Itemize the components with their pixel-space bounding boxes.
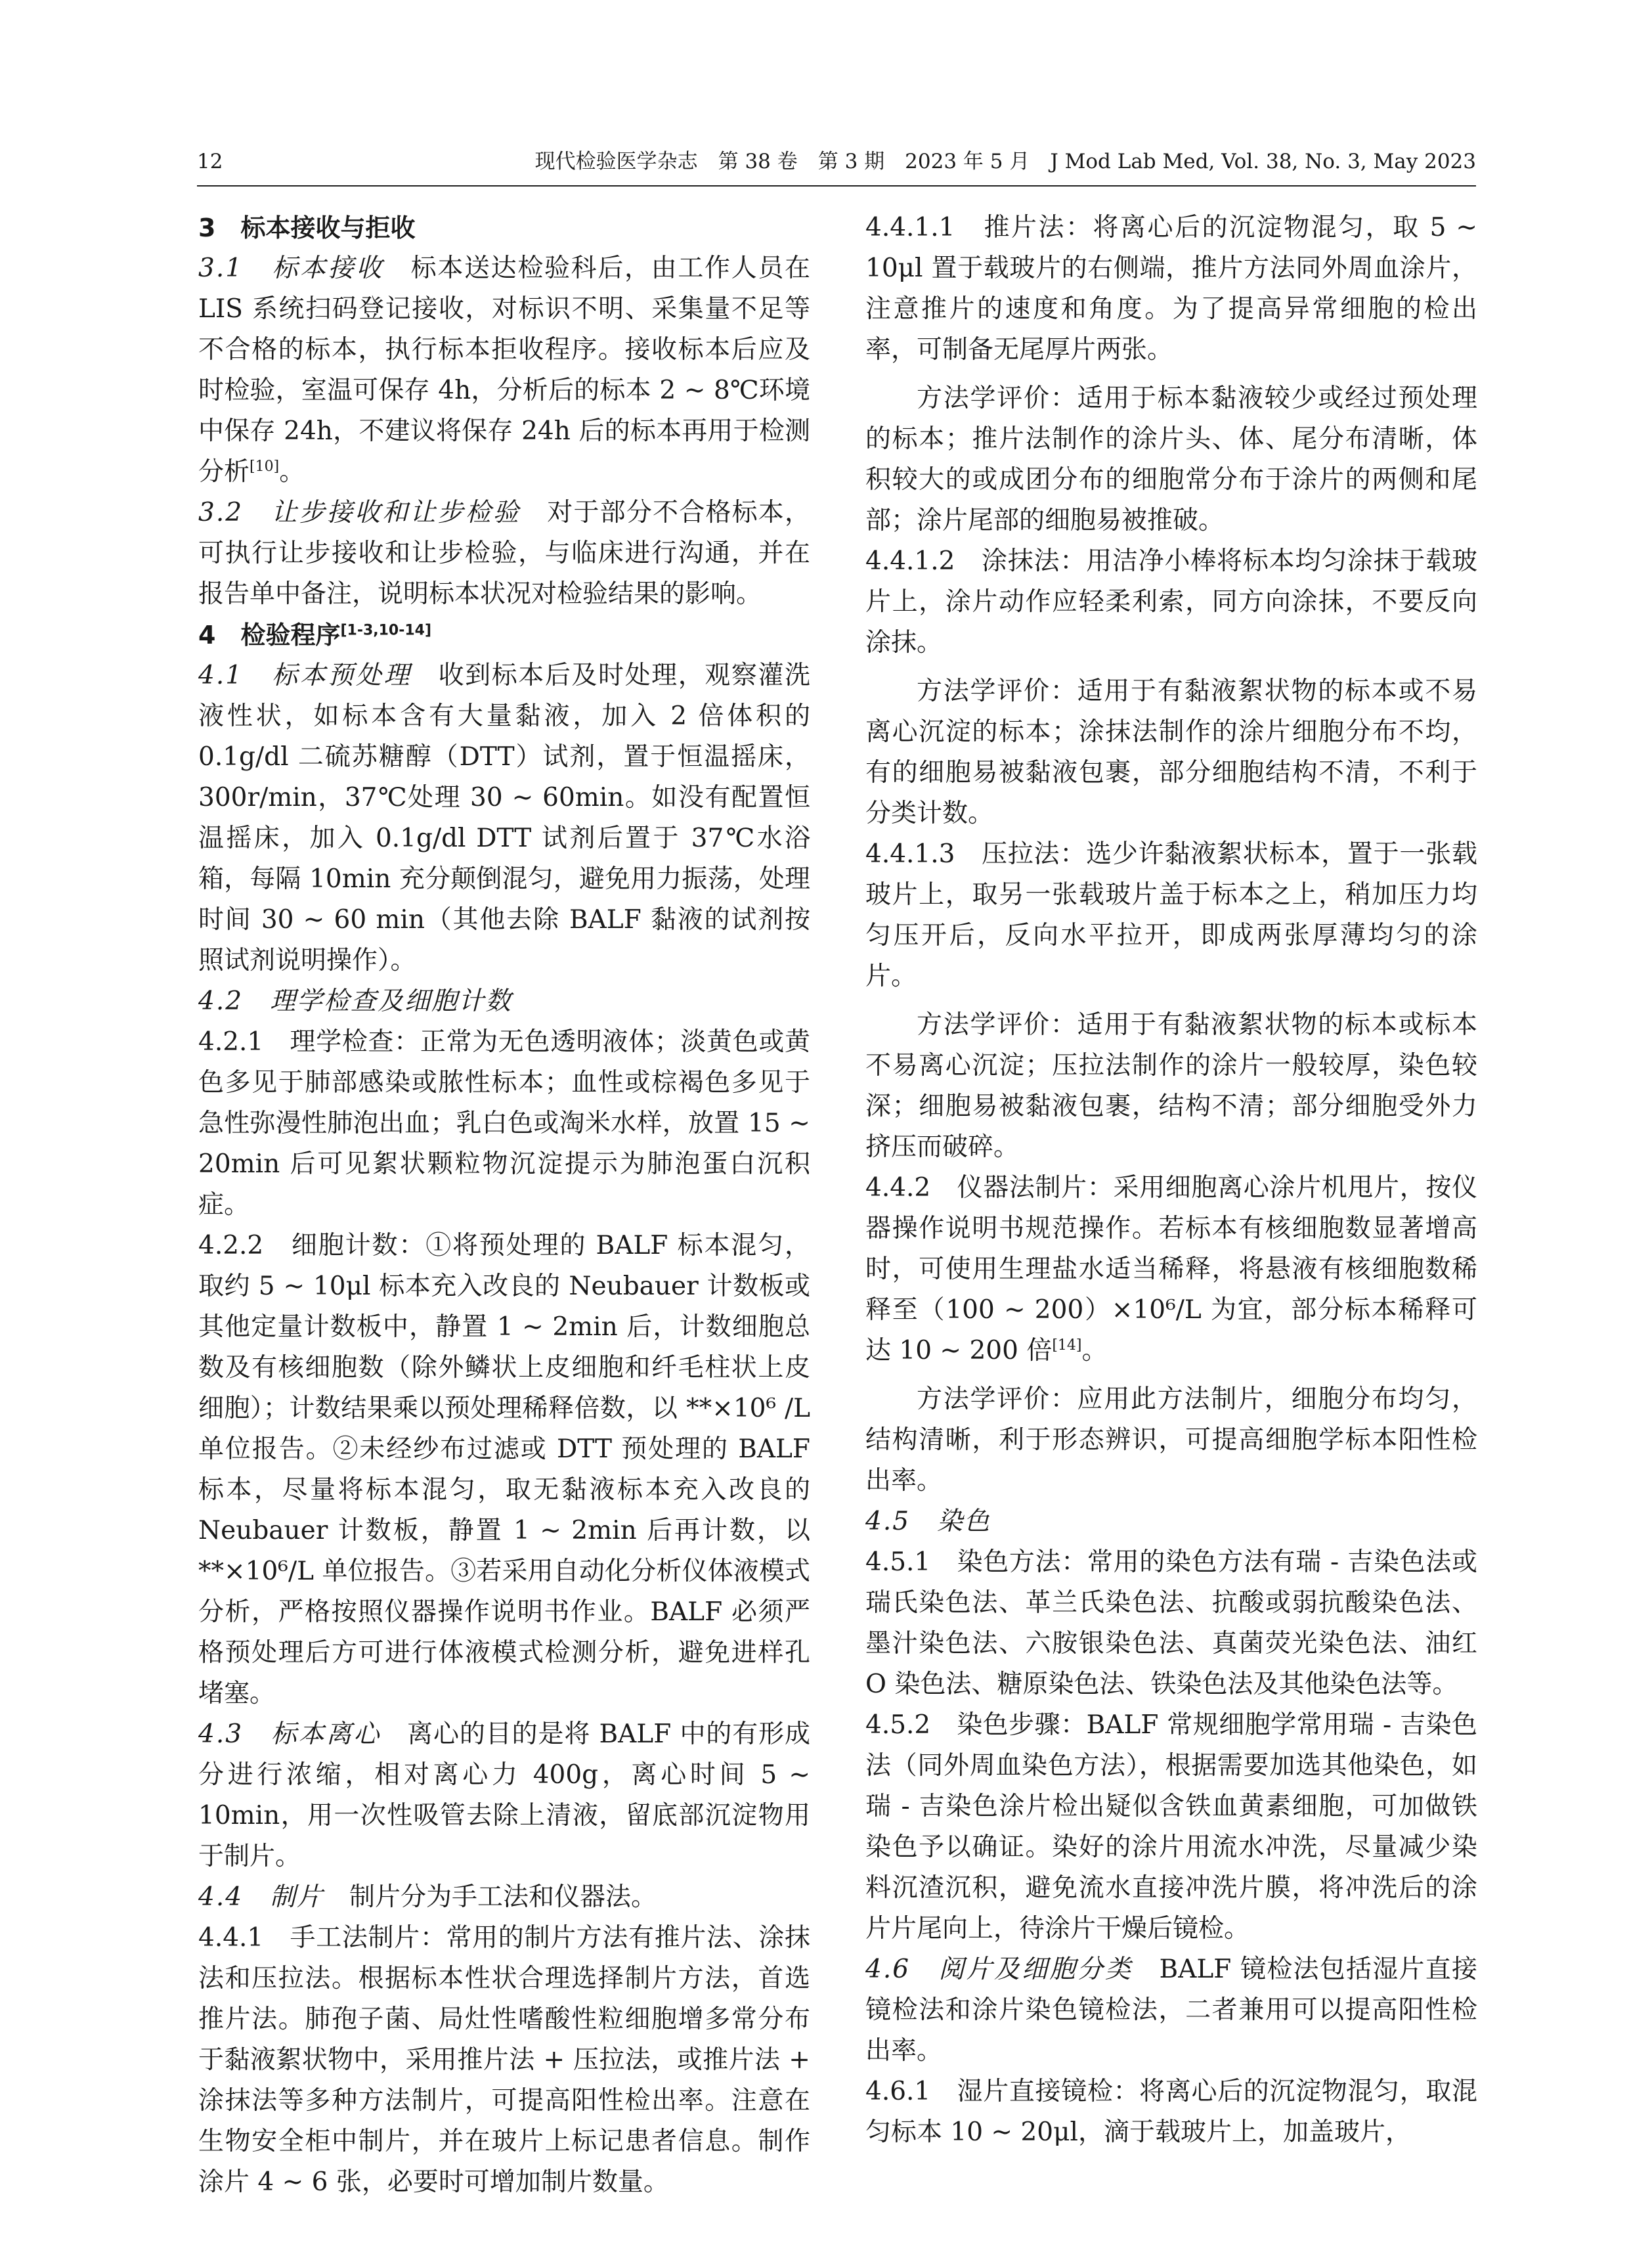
paragraph-text: 收到标本后及时处理，观察灌洗液性状，如标本含有大量黏液，加入 2 倍体积的 0.1g/dl 二硫苏糖醇（DTT）试剂，置于恒温摇床，300r/min，37℃处理 30 ~ 60min。如没有配置恒温摇床，加入 0.1g/dl DTT 试剂后置于 37℃水浴箱，每隔 10min 充分颠倒混匀，避免用力振荡，处理时间 30 ~ 60 min（其他去除 BALF 黏液的试剂按照试剂说明操作）。 bbox=[198, 661, 810, 975]
header-rule bbox=[197, 185, 1476, 187]
paragraph-text: 4.4.2 仪器法制片：采用细胞离心涂片机甩片，按仪器操作说明书规范操作。若标本有核细胞数显著增高时，可使用生理盐水适当稀释，将悬液有核细胞数稀释至（100 ~ 200）×10⁶/L 为宜，部分标本稀释可达 10 ~ 200 倍 bbox=[865, 1173, 1477, 1365]
section-heading bbox=[198, 615, 810, 655]
paragraph bbox=[198, 655, 810, 981]
citation: [14] bbox=[1052, 1337, 1082, 1354]
section-heading-text: 4 检验程序 bbox=[198, 621, 341, 650]
paragraph: 4.5.2 染色步骤：BALF 常规细胞学常用瑞 - 吉染色法（同外周血染色方法），根据需要加选其他染色，如瑞 - 吉染色涂片检出疑似含铁血黄素细胞，可加做铁染色予以确证。染好的涂片用流水冲洗，尽量减少染料沉渣沉积，避免流水直接冲洗片膜，将冲洗后的涂片片尾向上，待涂片干燥后镜检。 bbox=[865, 1710, 1477, 1943]
subsection-title: 4.5 染色 bbox=[865, 1507, 991, 1536]
subsection-title: 4.2 理学检查及细胞计数 bbox=[198, 986, 513, 1016]
method-evaluation: 方法学评价：适用于有黏液絮状物的标本或不易离心沉淀的标本；涂抹法制作的涂片细胞分布不均，有的细胞易被黏液包裹，部分细胞结构不清，不利于分类计数。 bbox=[865, 676, 1477, 828]
citation: [10] bbox=[250, 458, 280, 475]
subsection-title: 4.6 阅片及细胞分类 bbox=[865, 1955, 1133, 1984]
method-evaluation: 方法学评价：应用此方法制片，细胞分布均匀，结构清晰，利于形态辨识，可提高细胞学标本阳性检出率。 bbox=[865, 1384, 1477, 1495]
subsection-title: 4.3 标本离心 bbox=[198, 1719, 381, 1749]
section-heading: 3 标本接收与拒收 bbox=[198, 213, 416, 242]
paragraph bbox=[198, 493, 810, 615]
paragraph: 4.4.1.1 推片法：将离心后的沉淀物混匀，取 5 ~ 10μl 置于载玻片的右侧端，推片方法同外周血涂片，注意推片的速度和角度。为了提高异常细胞的检出率，可制备无尾厚片两张。 bbox=[865, 213, 1477, 365]
right-column bbox=[865, 208, 1477, 2153]
paragraph-text: 制片分为手工法和仪器法。 bbox=[324, 1882, 657, 1912]
method-evaluation: 方法学评价：适用于标本黏液较少或经过预处理的标本；推片法制作的涂片头、体、尾分布清晰，体积较大的或成团分布的细胞常分布于涂片的两侧和尾部；涂片尾部的细胞易被推破。 bbox=[865, 384, 1477, 535]
paragraph: 4.6.1 湿片直接镜检：将离心后的沉淀物混匀，取混匀标本 10 ~ 20μl，滴于载玻片上，加盖玻片， bbox=[865, 2077, 1477, 2147]
paragraph bbox=[198, 248, 810, 493]
paragraph: 4.2.2 细胞计数：①将预处理的 BALF 标本混匀，取约 5 ~ 10μl 标本充入改良的 Neubauer 计数板或其他定量计数板中，静置 1 ~ 2min 后，计数细胞总数及有核细胞数（除外鳞状上皮细胞和纤毛柱状上皮细胞）；计数结果乘以预处理稀释倍数，以 **×10⁶ /L 单位报告。②未经纱布过滤或 DTT 预处理的 BALF 标本，尽量将标本混匀，取无黏液标本充入改良的 Neubauer 计数板，静置 1 ~ 2min 后再计数，以 **×10⁶/L 单位报告。③若采用自动化分析仪体液模式分析，严格按照仪器操作说明书作业。BALF 必须严格预处理后方可进行体液模式检测分析，避免进样孔堵塞。 bbox=[198, 1231, 810, 1708]
paragraph: 4.4.1 手工法制片：常用的制片方法有推片法、涂抹法和压拉法。根据标本性状合理选择制片方法，首选推片法。肺孢子菌、局灶性嗜酸性粒细胞增多常分布于黏液絮状物中，采用推片法 + 压拉法，或推片法 + 涂抹法等多种方法制片，可提高阳性检出率。注意在生物安全柜中制片，并在玻片上标记患者信息。制作涂片 4 ~ 6 张，必要时可增加制片数量。 bbox=[198, 1923, 810, 2197]
running-header bbox=[197, 143, 1476, 180]
paragraph-text: 离心的目的是将 BALF 中的有形成分进行浓缩，相对离心力 400g，离心时间 5 ~ 10min，用一次性吸管去除上清液，留底部沉淀物用于制片。 bbox=[198, 1719, 811, 1871]
paragraph-text: BALF 镜检法包括湿片直接镜检法和涂片染色镜检法，二者兼用可以提高阳性检出率。 bbox=[865, 1955, 1477, 2066]
page-number: 12 bbox=[197, 150, 223, 173]
subsection-title: 3.2 让步接收和让步检验 bbox=[198, 498, 521, 527]
paragraph bbox=[198, 1877, 810, 1918]
journal-info: 现代检验医学杂志 第 38 卷 第 3 期 2023 年 5 月 J Mod Lab Med, Vol. 38, No. 3, May 2023 bbox=[534, 150, 1476, 173]
paragraph-text: 对于部分不合格标本，可执行让步接收和让步检验，与临床进行沟通，并在报告单中备注，说明标本状况对检验结果的影响。 bbox=[198, 498, 810, 609]
left-column bbox=[198, 208, 810, 2203]
paragraph bbox=[865, 1949, 1477, 2071]
paragraph: 4.4.1.2 涂抹法：用洁净小棒将标本均匀涂抹于载玻片上，涂片动作应轻柔利索，同方向涂抹，不要反向涂抹。 bbox=[865, 546, 1477, 657]
paragraph-text: 。 bbox=[279, 457, 305, 487]
paragraph: 4.4.1.3 压拉法：选少许黏液絮状标本，置于一张载玻片上，取另一张载玻片盖于标本之上，稍加压力均匀压开后，反向水平拉开，即成两张厚薄均匀的涂片。 bbox=[865, 839, 1477, 991]
subsection-title: 4.4 制片 bbox=[198, 1882, 324, 1912]
citation: [1-3,10-14] bbox=[340, 622, 432, 639]
paragraph bbox=[198, 1714, 810, 1877]
subsection-title: 3.1 标本接收 bbox=[198, 254, 385, 283]
paragraph: 4.2.1 理学检查：正常为无色透明液体；淡黄色或黄色多见于肺部感染或脓性标本；血性或棕褐色多见于急性弥漫性肺泡出血；乳白色或淘米水样，放置 15 ~ 20min 后可见絮状颗粒物沉淀提示为肺泡蛋白沉积症。 bbox=[198, 1027, 810, 1220]
paragraph-text: 。 bbox=[1081, 1336, 1108, 1365]
subsection-title: 4.1 标本预处理 bbox=[198, 661, 412, 690]
paragraph: 4.5.1 染色方法：常用的染色方法有瑞 - 吉染色法或瑞氏染色法、革兰氏染色法、抗酸或弱抗酸染色法、墨汁染色法、六胺银染色法、真菌荧光染色法、油红 O 染色法、糖原染色法、铁染色法及其他染色法等。 bbox=[865, 1547, 1477, 1699]
method-evaluation: 方法学评价：适用于有黏液絮状物的标本或标本不易离心沉淀；压拉法制作的涂片一般较厚，染色较深；细胞易被黏液包裹，结构不清；部分细胞受外力挤压而破碎。 bbox=[865, 1010, 1477, 1162]
paragraph-text: 标本送达检验科后，由工作人员在 LIS 系统扫码登记接收，对标识不明、采集量不足等不合格的标本，执行标本拒收程序。接收标本后应及时检验，室温可保存 4h，分析后的标本 2 ~ 8℃环境中保存 24h，不建议将保存 24h 后的标本再用于检测分析 bbox=[198, 254, 810, 487]
paragraph bbox=[865, 1168, 1477, 1371]
